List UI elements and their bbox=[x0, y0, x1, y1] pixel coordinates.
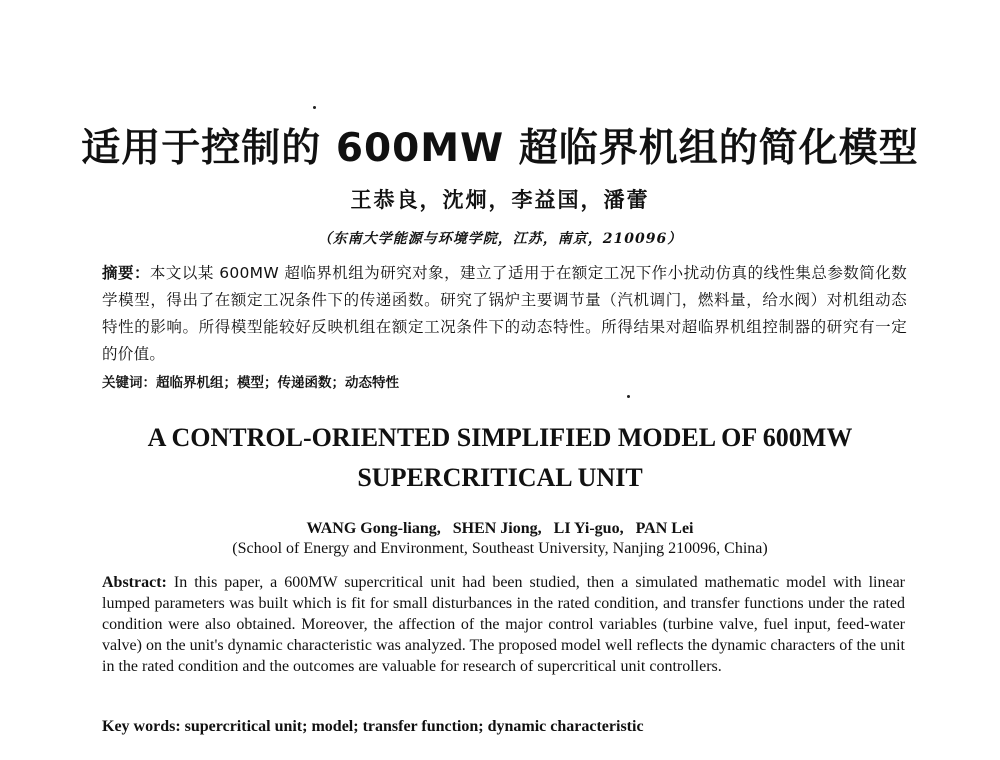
english-affiliation: (School of Energy and Environment, Southeast University, Nanjing 210096, China) bbox=[232, 540, 768, 557]
english-title bbox=[60, 418, 940, 498]
chinese-abstract-label: 摘要： bbox=[102, 264, 150, 282]
english-title-line-2: SUPERCRITICAL UNIT bbox=[357, 463, 643, 492]
scan-speck bbox=[627, 395, 630, 398]
chinese-abstract-text: 本文以某 600MW 超临界机组为研究对象，建立了适用于在额定工况下作小扰动仿真的线性集总参数简化数学模型，得出了在额定工况条件下的传递函数。研究了锅炉主要调节量（汽机调门，燃料量，给水阀）对机组动态特性的影响。所得模型能较好反映机组在额定工况条件下的动态特性。所得结果对超临界机组控制器的研究有一定的价值。 bbox=[102, 264, 908, 363]
english-title-line-1: A CONTROL-ORIENTED SIMPLIFIED MODEL OF 600MW bbox=[147, 423, 853, 452]
english-authors: WANG Gong-liang, SHEN Jiong, LI Yi-guo, PAN Lei bbox=[306, 520, 694, 537]
english-abstract-text: In this paper, a 600MW supercritical unit had been studied, then a simulated mathematic model with linear lumped parameters was built which is fit for small disturbances in the rated condition, and transfer functions under the rated condition were also obtained. Moreover, the affection of the major control variables (turbine valve, fuel input, feed-water valve) on the unit's dynamic characteristic was analyzed. The proposed model well reflects the dynamic characters of the unit in the rated condition and the outcomes are valuable for research of supercritical unit controllers. bbox=[102, 574, 906, 675]
chinese-authors: 王恭良，沈炯，李益国，潘蕾 bbox=[350, 187, 650, 212]
chinese-title: 适用于控制的 600MW 超临界机组的简化模型 bbox=[81, 126, 919, 171]
english-keywords bbox=[102, 716, 907, 738]
english-keywords-text: supercritical unit; model; transfer function; dynamic characteristic bbox=[184, 718, 644, 735]
chinese-keywords-text: 超临界机组；模型；传递函数；动态特性 bbox=[156, 375, 399, 391]
english-abstract bbox=[102, 572, 905, 677]
english-keywords-label: Key words: bbox=[102, 718, 181, 735]
chinese-keywords-label: 关键词： bbox=[102, 375, 156, 391]
chinese-affiliation: （东南大学能源与环境学院，江苏，南京，210096） bbox=[317, 231, 683, 247]
scan-speck bbox=[313, 106, 316, 109]
chinese-keywords bbox=[102, 372, 907, 394]
chinese-abstract bbox=[102, 260, 907, 368]
english-abstract-label: Abstract: bbox=[102, 574, 167, 591]
